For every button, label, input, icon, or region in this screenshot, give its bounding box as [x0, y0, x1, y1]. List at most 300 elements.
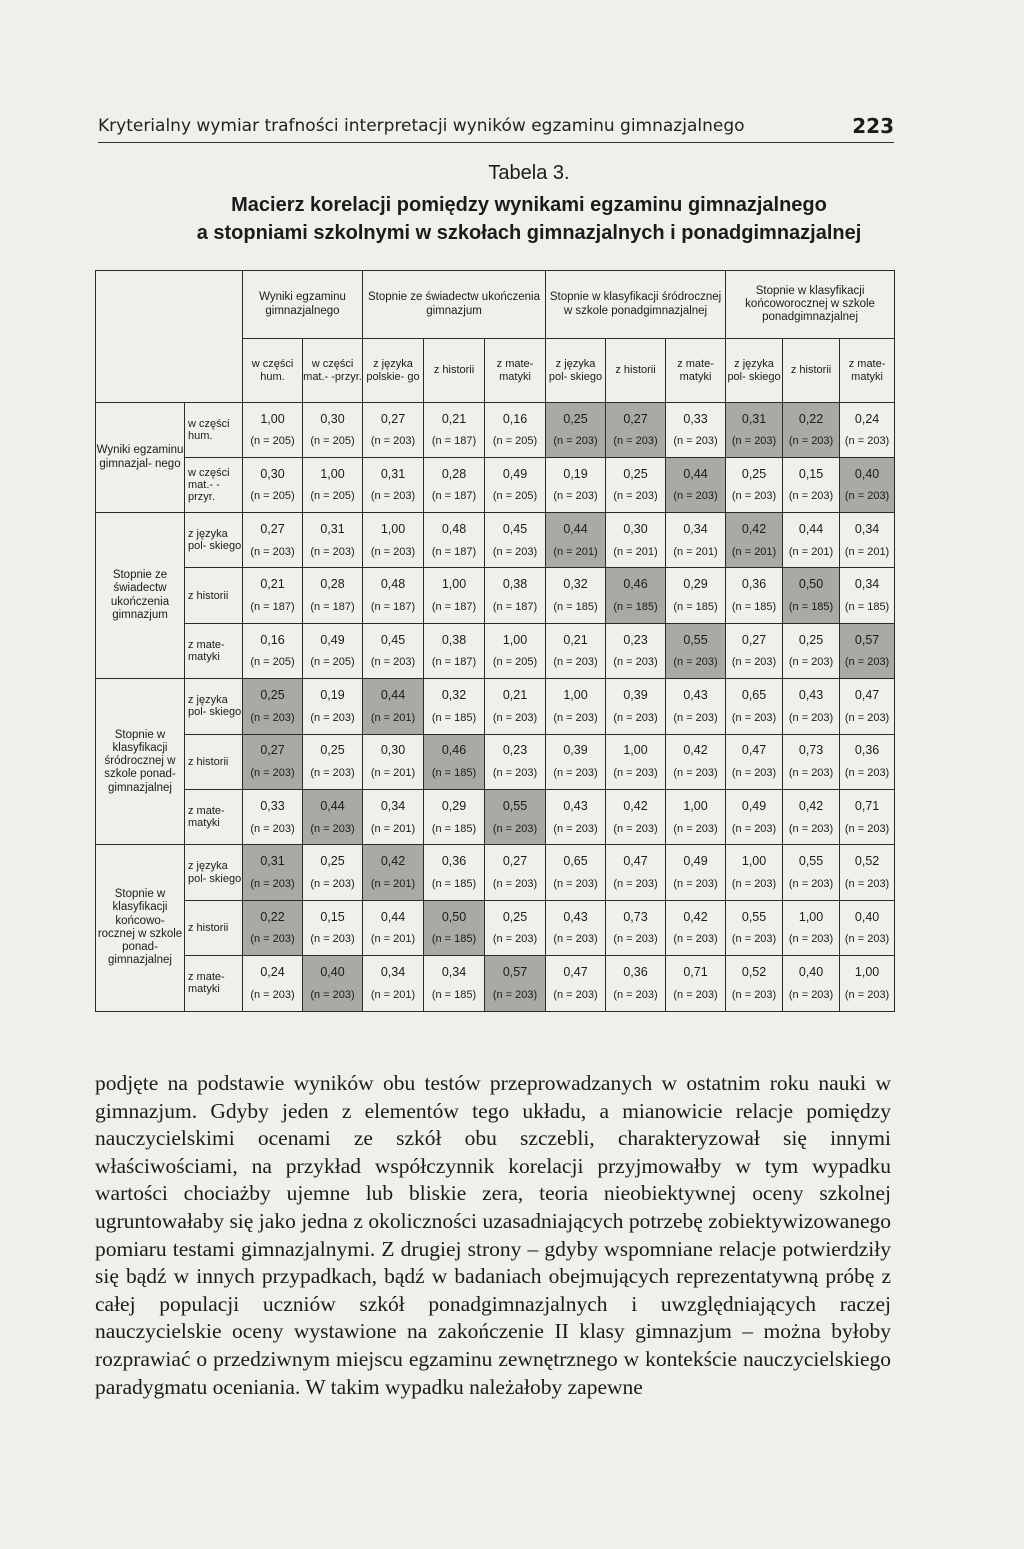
- correlation-cell: [726, 734, 783, 789]
- correlation-cell: [783, 623, 840, 678]
- correlation-matrix-table: [95, 270, 895, 1012]
- correlation-value: 0,47: [854, 688, 880, 703]
- correlation-cell: [606, 789, 666, 844]
- sample-size: (n = 203): [370, 435, 416, 448]
- row-group-header: Stopnie w klasyfikacji końcowo- rocznej w szkole ponad- gimnazjalnej: [96, 845, 185, 1011]
- correlation-value: 1,00: [854, 965, 880, 979]
- correlation-cell: [424, 623, 485, 678]
- sample-size: (n = 203): [310, 988, 355, 1001]
- correlation-value: 0,21: [441, 411, 467, 426]
- sample-size: (n = 203): [844, 711, 890, 724]
- correlation-cell: [546, 679, 606, 734]
- table-row: [96, 734, 895, 789]
- correlation-cell: [485, 956, 546, 1011]
- sample-size: (n = 203): [844, 822, 890, 835]
- correlation-cell: [783, 900, 840, 955]
- sample-size: (n = 203): [844, 656, 890, 669]
- row-group-header: Stopnie w klasyfikacji śródrocznej w szkole ponad- gimnazjalnej: [96, 679, 185, 845]
- sample-size: (n = 203): [492, 711, 538, 724]
- correlation-cell: [303, 789, 363, 844]
- sample-size: (n = 203): [731, 490, 777, 503]
- sample-size: (n = 203): [731, 767, 777, 780]
- column-header: z mate- matyki: [485, 339, 546, 403]
- correlation-value: 0,47: [623, 854, 648, 869]
- table-row: [96, 403, 895, 458]
- sample-size: (n = 203): [553, 656, 598, 669]
- correlation-value: 0,33: [260, 798, 285, 813]
- sample-size: (n = 203): [731, 988, 777, 1001]
- correlation-value: 0,27: [741, 632, 767, 647]
- correlation-value: 0,50: [441, 909, 467, 924]
- correlation-cell: [485, 403, 546, 458]
- correlation-value: 0,32: [563, 577, 588, 592]
- sample-size: (n = 203): [553, 767, 598, 780]
- row-header: z historii: [185, 568, 243, 623]
- correlation-cell: [485, 513, 546, 568]
- sample-size: (n = 187): [431, 601, 477, 614]
- correlation-cell: [363, 403, 424, 458]
- correlation-value: 1,00: [502, 632, 528, 647]
- correlation-value: 0,73: [798, 743, 824, 758]
- correlation-cell: [783, 458, 840, 513]
- correlation-value: 0,31: [380, 466, 406, 481]
- correlation-cell: [666, 734, 726, 789]
- sample-size: (n = 187): [431, 656, 477, 669]
- correlation-cell: [424, 956, 485, 1011]
- sample-size: (n = 185): [431, 767, 477, 780]
- column-group-header: Stopnie w klasyfikacji końcoworocznej w szkole ponadgimnazjalnej: [726, 271, 895, 339]
- correlation-cell: [666, 845, 726, 900]
- correlation-value: 0,55: [798, 854, 824, 869]
- sample-size: (n = 185): [613, 601, 658, 614]
- correlation-value: 0,30: [320, 411, 345, 426]
- correlation-cell: [485, 789, 546, 844]
- correlation-cell: [606, 568, 666, 623]
- sample-size: (n = 203): [492, 988, 538, 1001]
- sample-size: (n = 203): [250, 767, 295, 780]
- correlation-value: 0,44: [380, 909, 406, 924]
- sample-size: (n = 203): [310, 822, 355, 835]
- correlation-value: 0,43: [683, 688, 708, 703]
- correlation-value: 0,32: [441, 688, 467, 703]
- sample-size: (n = 205): [492, 490, 538, 503]
- correlation-cell: [666, 403, 726, 458]
- correlation-cell: [243, 513, 303, 568]
- table-title-line-2: a stopniami szkolnymi w szkołach gimnazjalnych i ponadgimnazjalnej: [196, 222, 862, 244]
- sample-size: (n = 201): [370, 711, 416, 724]
- table-title-line-1: Macierz korelacji pomiędzy wynikami egzaminu gimnazjalnego: [231, 194, 827, 216]
- row-header: z historii: [185, 734, 243, 789]
- sample-size: (n = 203): [673, 822, 718, 835]
- correlation-value: 0,40: [798, 965, 824, 979]
- correlation-value: 0,28: [320, 577, 345, 592]
- sample-size: (n = 203): [673, 490, 718, 503]
- correlation-cell: [666, 568, 726, 623]
- correlation-cell: [485, 679, 546, 734]
- correlation-cell: [424, 789, 485, 844]
- correlation-value: 0,30: [380, 743, 406, 758]
- table-row: [96, 900, 895, 955]
- sample-size: (n = 203): [553, 711, 598, 724]
- correlation-cell: [303, 458, 363, 513]
- sample-size: (n = 203): [250, 822, 295, 835]
- sample-size: (n = 203): [673, 711, 718, 724]
- table-row: [96, 956, 895, 1011]
- correlation-value: 0,40: [854, 466, 880, 481]
- correlation-value: 0,25: [563, 411, 588, 426]
- correlation-cell: [424, 679, 485, 734]
- correlation-value: 0,15: [320, 909, 345, 924]
- correlation-value: 0,22: [260, 909, 285, 924]
- correlation-cell: [546, 845, 606, 900]
- correlation-value: 0,38: [441, 632, 467, 647]
- sample-size: (n = 203): [492, 877, 538, 890]
- sample-size: (n = 203): [613, 933, 658, 946]
- body-paragraph: podjęte na podstawie wyników obu testów przeprowadzanych w ostatnim roku nauki w gimnazjum. Gdyby jeden z elementów tego układu, a mianowicie relacje pomiędzy nauczycielskimi ocenami ze szkół obu szczebli, charakteryzował się innymi właściwościami, na przykład współczynnik korelacji przyjmowałby w tym wypadku wartości chociażby ujemne lub bliskie zera, teoria nieobiektywnej oceny szkolnej ugruntowałaby się jako jedna z okoliczności uzasadniających potrzebę zobiektywizowanego pomiaru testami gimnazjalnymi. Z drugiej strony – gdyby wspomniane relacje potwierdziły się bądź w innych przypadkach, bądź w badaniach obejmujących reprezentatywną próbę z całej populacji uczniów szkół ponadgimnazjalnych i uwzględniających raczej nauczycielskie oceny wystawione na zakończenie II klasy gimnazjum – można byłoby rozprawiać o przedziwnym miejscu egzaminu zewnętrznego w kontekście nauczycielskiego paradygmatu oceniania. W takim wypadku należałoby zapewne: [95, 1071, 891, 1399]
- table-row: [96, 679, 895, 734]
- correlation-value: 0,47: [741, 743, 767, 758]
- correlation-cell: [546, 568, 606, 623]
- sample-size: (n = 203): [844, 490, 890, 503]
- correlation-cell: [726, 623, 783, 678]
- sample-size: (n = 203): [788, 435, 834, 448]
- correlation-value: 0,34: [683, 521, 708, 536]
- sample-size: (n = 187): [370, 601, 416, 614]
- sample-size: (n = 203): [613, 822, 658, 835]
- correlation-cell: [303, 513, 363, 568]
- correlation-cell: [606, 734, 666, 789]
- correlation-cell: [243, 568, 303, 623]
- table-row: [96, 789, 895, 844]
- correlation-cell: [606, 623, 666, 678]
- sample-size: (n = 203): [844, 435, 890, 448]
- correlation-cell: [303, 956, 363, 1011]
- sample-size: (n = 203): [613, 435, 658, 448]
- correlation-cell: [546, 458, 606, 513]
- correlation-value: 0,22: [798, 411, 824, 426]
- correlation-cell: [783, 734, 840, 789]
- sample-size: (n = 201): [673, 545, 718, 558]
- correlation-value: 0,27: [260, 521, 285, 536]
- sample-size: (n = 203): [613, 767, 658, 780]
- sample-size: (n = 203): [844, 767, 890, 780]
- correlation-cell: [424, 568, 485, 623]
- correlation-value: 0,49: [502, 466, 528, 481]
- correlation-cell: [546, 403, 606, 458]
- correlation-value: 0,42: [798, 798, 824, 813]
- correlation-cell: [666, 513, 726, 568]
- table-row: [96, 568, 895, 623]
- correlation-value: 0,24: [854, 411, 880, 426]
- correlation-value: 0,16: [260, 632, 285, 647]
- correlation-cell: [546, 734, 606, 789]
- correlation-value: 0,30: [623, 521, 648, 536]
- row-header: z historii: [185, 900, 243, 955]
- correlation-value: 0,15: [798, 466, 824, 481]
- column-header: w części mat.- -przyr.: [303, 339, 363, 403]
- correlation-cell: [243, 623, 303, 678]
- column-header: z języka polskie- go: [363, 339, 424, 403]
- sample-size: (n = 203): [673, 435, 718, 448]
- correlation-cell: [783, 403, 840, 458]
- sample-size: (n = 203): [250, 877, 295, 890]
- table-label: Tabela 3.: [488, 162, 570, 184]
- sample-size: (n = 203): [613, 711, 658, 724]
- row-header: z mate- matyki: [185, 623, 243, 678]
- table-row: [96, 513, 895, 568]
- correlation-value: 0,47: [563, 965, 588, 979]
- sample-size: (n = 203): [788, 711, 834, 724]
- correlation-value: 0,52: [741, 965, 767, 979]
- correlation-cell: [243, 403, 303, 458]
- sample-size: (n = 203): [613, 877, 658, 890]
- sample-size: (n = 203): [553, 988, 598, 1001]
- correlation-cell: [840, 956, 895, 1011]
- correlation-value: 0,42: [683, 743, 708, 758]
- correlation-cell: [840, 403, 895, 458]
- sample-size: (n = 203): [370, 545, 416, 558]
- correlation-cell: [363, 734, 424, 789]
- correlation-cell: [726, 403, 783, 458]
- correlation-cell: [606, 513, 666, 568]
- correlation-value: 0,25: [623, 466, 648, 481]
- correlation-cell: [783, 568, 840, 623]
- sample-size: (n = 203): [788, 767, 834, 780]
- sample-size: (n = 201): [788, 545, 834, 558]
- row-header: w części hum.: [185, 403, 243, 458]
- correlation-cell: [726, 458, 783, 513]
- sample-size: (n = 203): [844, 988, 890, 1001]
- correlation-value: 0,43: [798, 688, 824, 703]
- correlation-value: 0,30: [260, 466, 285, 481]
- correlation-value: 0,36: [441, 854, 467, 869]
- correlation-cell: [363, 900, 424, 955]
- correlation-value: 0,23: [502, 743, 528, 758]
- correlation-value: 0,43: [563, 909, 588, 924]
- correlation-value: 0,25: [320, 743, 345, 758]
- row-header: z języka pol- skiego: [185, 679, 243, 734]
- sample-size: (n = 185): [431, 711, 477, 724]
- correlation-cell: [546, 900, 606, 955]
- column-header: z historii: [606, 339, 666, 403]
- correlation-value: 0,38: [502, 577, 528, 592]
- correlation-cell: [363, 513, 424, 568]
- correlation-value: 1,00: [623, 743, 648, 758]
- correlation-value: 0,42: [683, 909, 708, 924]
- sample-size: (n = 187): [431, 545, 477, 558]
- correlation-value: 0,50: [798, 577, 824, 592]
- sample-size: (n = 201): [613, 545, 658, 558]
- correlation-cell: [303, 734, 363, 789]
- correlation-cell: [840, 513, 895, 568]
- correlation-cell: [485, 734, 546, 789]
- correlation-value: 1,00: [798, 909, 824, 924]
- sample-size: (n = 185): [844, 601, 890, 614]
- correlation-value: 0,44: [563, 521, 588, 536]
- correlation-cell: [243, 900, 303, 955]
- correlation-value: 0,42: [380, 854, 406, 869]
- correlation-value: 0,25: [798, 632, 824, 647]
- correlation-cell: [363, 679, 424, 734]
- sample-size: (n = 205): [250, 656, 295, 669]
- correlation-cell: [424, 458, 485, 513]
- sample-size: (n = 203): [673, 767, 718, 780]
- correlation-cell: [666, 679, 726, 734]
- correlation-cell: [783, 789, 840, 844]
- sample-size: (n = 203): [310, 877, 355, 890]
- correlation-cell: [783, 845, 840, 900]
- sample-size: (n = 203): [673, 656, 718, 669]
- correlation-cell: [546, 789, 606, 844]
- correlation-value: 1,00: [441, 577, 467, 592]
- sample-size: (n = 205): [310, 490, 355, 503]
- sample-size: (n = 185): [788, 601, 834, 614]
- sample-size: (n = 203): [250, 988, 295, 1001]
- correlation-value: 0,16: [502, 411, 528, 426]
- sample-size: (n = 203): [788, 988, 834, 1001]
- correlation-cell: [606, 458, 666, 513]
- sample-size: (n = 185): [431, 933, 477, 946]
- row-header: z języka pol- skiego: [185, 845, 243, 900]
- correlation-cell: [424, 900, 485, 955]
- correlation-value: 0,43: [563, 798, 588, 813]
- correlation-cell: [666, 900, 726, 955]
- header-row-groups: [96, 271, 895, 339]
- correlation-value: 0,46: [441, 743, 467, 758]
- correlation-cell: [485, 568, 546, 623]
- correlation-value: 0,39: [623, 688, 648, 703]
- correlation-value: 0,40: [320, 965, 345, 979]
- sample-size: (n = 203): [788, 933, 834, 946]
- correlation-value: 0,31: [320, 521, 345, 536]
- correlation-value: 0,34: [854, 577, 880, 592]
- sample-size: (n = 203): [250, 711, 295, 724]
- correlation-cell: [243, 734, 303, 789]
- sample-size: (n = 203): [613, 490, 658, 503]
- correlation-cell: [485, 623, 546, 678]
- correlation-cell: [726, 679, 783, 734]
- correlation-value: 1,00: [260, 411, 285, 426]
- correlation-cell: [303, 679, 363, 734]
- sample-size: (n = 187): [310, 601, 355, 614]
- sample-size: (n = 187): [431, 490, 477, 503]
- sample-size: (n = 203): [310, 711, 355, 724]
- correlation-value: 0,25: [260, 688, 285, 703]
- sample-size: (n = 187): [492, 601, 538, 614]
- correlation-value: 0,42: [623, 798, 648, 813]
- correlation-value: 0,25: [741, 466, 767, 481]
- sample-size: (n = 201): [370, 988, 416, 1001]
- correlation-value: 0,31: [741, 411, 767, 426]
- column-group-header: Stopnie ze świadectw ukończenia gimnazjum: [363, 271, 546, 339]
- correlation-value: 0,57: [854, 632, 880, 647]
- correlation-cell: [243, 789, 303, 844]
- correlation-value: 0,73: [623, 909, 648, 924]
- correlation-cell: [783, 679, 840, 734]
- correlation-cell: [840, 623, 895, 678]
- correlation-cell: [840, 734, 895, 789]
- sample-size: (n = 203): [310, 545, 355, 558]
- correlation-cell: [726, 956, 783, 1011]
- correlation-cell: [726, 789, 783, 844]
- correlation-value: 0,31: [260, 854, 285, 869]
- correlation-value: 1,00: [683, 798, 708, 813]
- sample-size: (n = 203): [553, 933, 598, 946]
- sample-size: (n = 185): [731, 601, 777, 614]
- sample-size: (n = 205): [250, 435, 295, 448]
- correlation-cell: [606, 956, 666, 1011]
- sample-size: (n = 203): [250, 545, 295, 558]
- correlation-cell: [243, 679, 303, 734]
- correlation-cell: [243, 458, 303, 513]
- column-header: z mate- matyki: [666, 339, 726, 403]
- correlation-cell: [726, 900, 783, 955]
- correlation-value: 0,45: [502, 521, 528, 536]
- sample-size: (n = 203): [613, 656, 658, 669]
- sample-size: (n = 203): [673, 877, 718, 890]
- column-group-header: Stopnie w klasyfikacji śródrocznej w szkole ponadgimnazjalnej: [546, 271, 726, 339]
- sample-size: (n = 185): [431, 877, 477, 890]
- body-text: [95, 1070, 891, 1401]
- sample-size: (n = 203): [492, 767, 538, 780]
- correlation-value: 0,29: [683, 577, 708, 592]
- sample-size: (n = 203): [731, 877, 777, 890]
- correlation-value: 0,55: [502, 798, 528, 813]
- correlation-value: 0,46: [623, 577, 648, 592]
- sample-size: (n = 203): [731, 822, 777, 835]
- correlation-cell: [303, 845, 363, 900]
- correlation-cell: [840, 789, 895, 844]
- correlation-cell: [726, 845, 783, 900]
- correlation-value: 1,00: [320, 466, 345, 481]
- correlation-value: 0,27: [260, 743, 285, 758]
- correlation-cell: [726, 513, 783, 568]
- correlation-value: 0,36: [854, 743, 880, 758]
- sample-size: (n = 205): [310, 435, 355, 448]
- correlation-value: 0,25: [320, 854, 345, 869]
- column-header: z historii: [783, 339, 840, 403]
- correlation-value: 0,21: [502, 688, 528, 703]
- sample-size: (n = 203): [310, 767, 355, 780]
- sample-size: (n = 205): [310, 656, 355, 669]
- correlation-value: 0,21: [260, 577, 285, 592]
- correlation-value: 1,00: [741, 854, 767, 869]
- correlation-cell: [840, 458, 895, 513]
- sample-size: (n = 203): [250, 933, 295, 946]
- sample-size: (n = 203): [788, 877, 834, 890]
- sample-size: (n = 203): [788, 656, 834, 669]
- table-row: [96, 458, 895, 513]
- sample-size: (n = 185): [673, 601, 718, 614]
- sample-size: (n = 201): [553, 545, 598, 558]
- correlation-cell: [840, 568, 895, 623]
- correlation-cell: [546, 513, 606, 568]
- sample-size: (n = 187): [431, 435, 477, 448]
- column-header: z języka pol- skiego: [726, 339, 783, 403]
- correlation-cell: [666, 623, 726, 678]
- correlation-value: 1,00: [563, 688, 588, 703]
- sample-size: (n = 203): [731, 711, 777, 724]
- correlation-cell: [840, 900, 895, 955]
- correlation-value: 0,36: [623, 965, 648, 979]
- sample-size: (n = 203): [553, 490, 598, 503]
- sample-size: (n = 203): [492, 822, 538, 835]
- correlation-value: 1,00: [380, 521, 406, 536]
- correlation-value: 0,28: [441, 466, 467, 481]
- sample-size: (n = 203): [553, 877, 598, 890]
- sample-size: (n = 201): [844, 545, 890, 558]
- correlation-cell: [424, 403, 485, 458]
